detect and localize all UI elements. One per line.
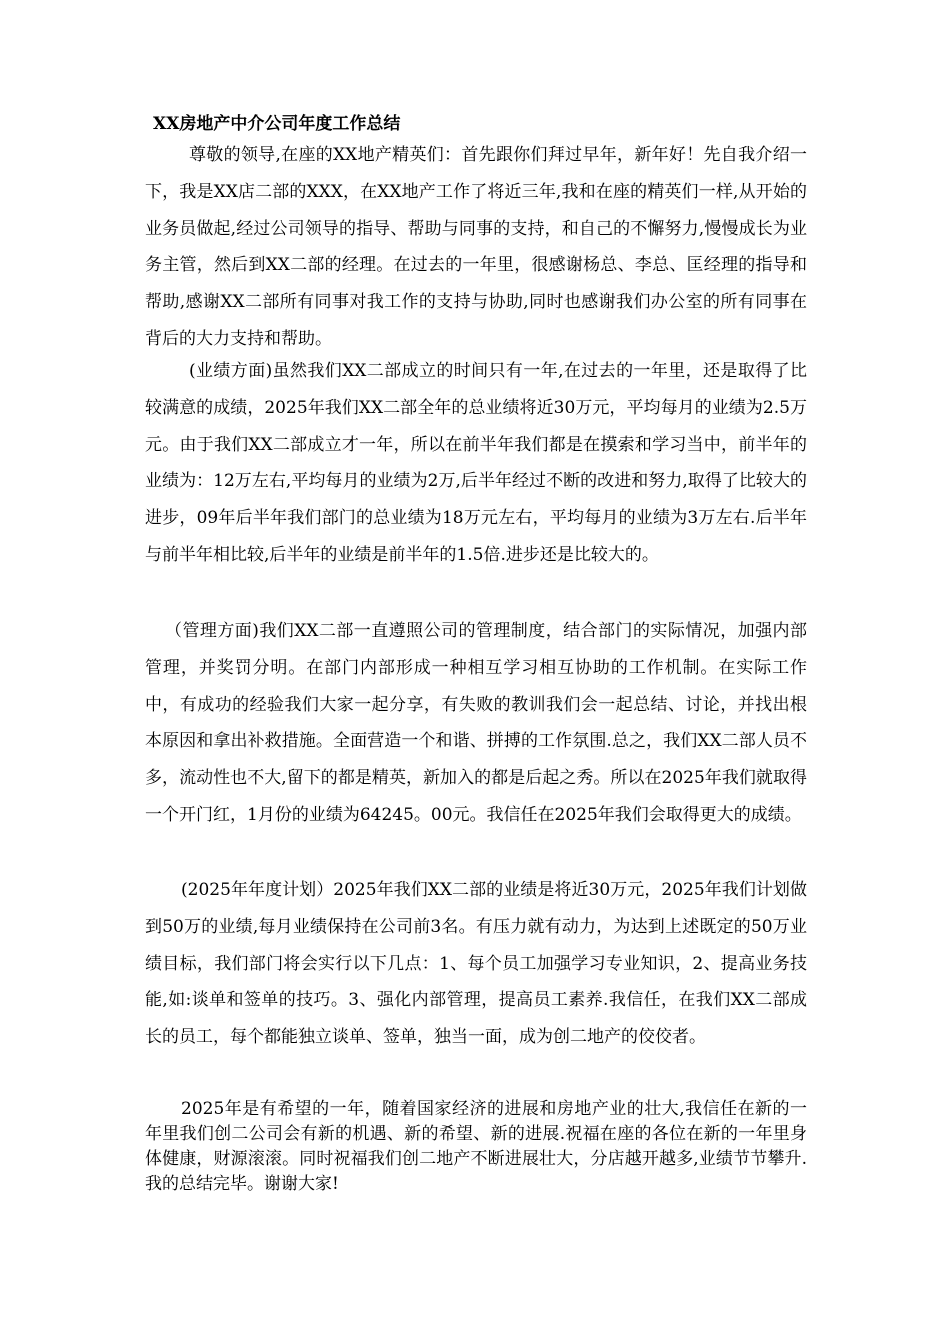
paragraph-closing: 2025年是有希望的一年，随着国家经济的进展和房地产业的壮大,我信任在新的一年里我们创二公司会有新的机遇、新的希望、新的进展.祝福在座的各位在新的一年里身体健康，财源滚滚。同时祝福我们创二地产不断进展壮大，分店越开越多,业绩节节攀升.我的总结完毕。谢谢大家! (145, 1099, 807, 1194)
paragraph-management: （管理方面)我们XX二部一直遵照公司的管理制度，结合部门的实际情况，加强内部管理，并奖罚分明。在部门内部形成一种相互学习相互协助的工作机制。在实际工作中，有成功的经验我们大家一起分享，有失败的教训我们会一起总结、讨论，并找出根本原因和拿出补救措施。全面营造一个和谐、拼搏的工作氛围.总之，我们XX二部人员不多，流动性也不大,留下的都是精英，新加入的都是后起之秀。所以在2025年我们就取得一个开门红，1月份的业绩为64245。00元。我信任在2025年我们会取得更大的成绩。 (145, 621, 807, 825)
paragraph-annual-plan: (2025年年度计划）2025年我们XX二部的业绩是将近30万元，2025年我们计划做到50万的业绩,每月业绩保持在公司前3名。有压力就有动力，为达到上述既定的50万业绩目标，我们部门将会实行以下几点：1、每个员工加强学习专业知识，2、提高业务技能,如:谈单和签单的技巧。3、强化内部管理，提高员工素养.我信任，在我们XX二部成长的员工，每个都能独立谈单、签单，独当一面，成为创二地产的佼佼者。 (145, 880, 807, 1048)
paragraph-greeting: 尊敬的领导,在座的XX地产精英们：首先跟你们拜过早年，新年好！先自我介绍一下，我是XX店二部的XXX，在XX地产工作了将近三年,我和在座的精英们一样,从开始的业务员做起,经过公司领导的指导、帮助与同事的支持，和自己的不懈努力,慢慢成长为业务主管，然后到XX二部的经理。在过去的一年里，很感谢杨总、李总、匡经理的指导和帮助,感谢XX二部所有同事对我工作的支持与协助,同时也感谢我们办公室的所有同事在背后的大力支持和帮助。 (145, 145, 807, 349)
document-title: XX房地产中介公司年度工作总结 (153, 114, 401, 134)
paragraph-performance: (业绩方面)虽然我们XX二部成立的时间只有一年,在过去的一年里，还是取得了比较满意的成绩，2025年我们XX二部全年的总业绩将近30万元，平均每月的业绩为2.5万元。由于我们XX二部成立才一年，所以在前半年我们都是在摸索和学习当中，前半年的业绩为：12万左右,平均每月的业绩为2万,后半年经过不断的改进和努力,取得了比较大的进步，09年后半年我们部门的总业绩为18万元左右，平均每月的业绩为3万左右.后半年与前半年相比较,后半年的业绩是前半年的1.5倍.进步还是比较大的。 (145, 361, 807, 565)
